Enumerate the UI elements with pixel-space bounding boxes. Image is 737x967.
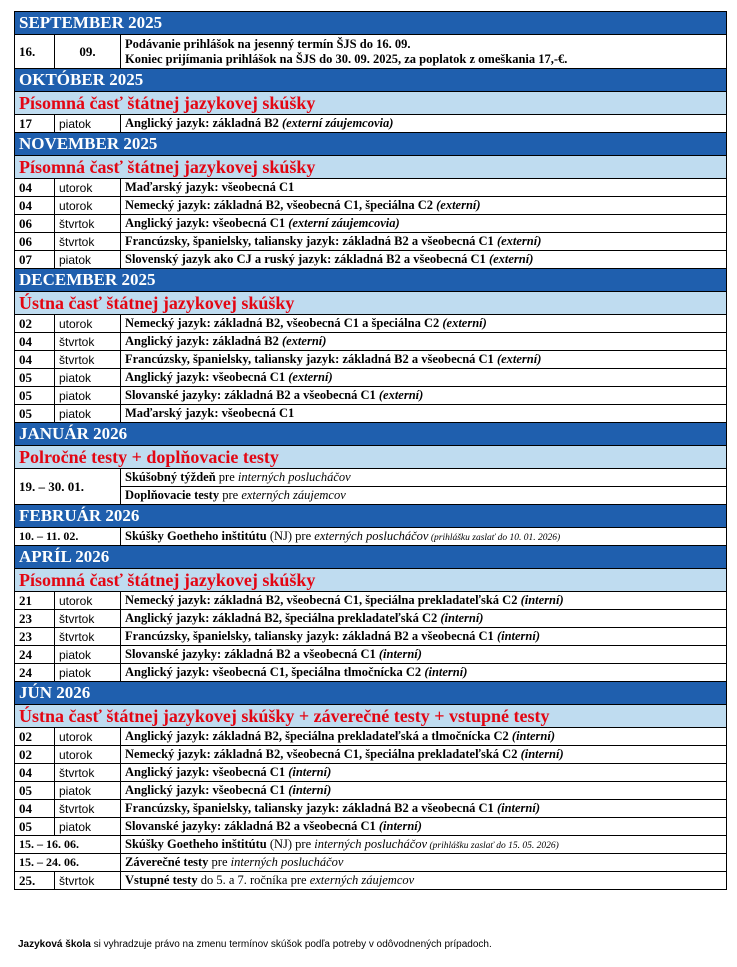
- table-row: [15, 115, 727, 133]
- exam-cell: [121, 610, 727, 628]
- weekday-cell: piatok: [55, 405, 121, 423]
- exam-note: (interní): [424, 665, 468, 679]
- weekday-cell: utorok: [55, 728, 121, 746]
- event-deadline: (prihlášku zaslať do 15. 05. 2026): [427, 841, 559, 851]
- exam-cell: [121, 115, 727, 133]
- footer-school-name: Jazyková škola: [18, 939, 91, 950]
- exam-cell: [121, 215, 727, 233]
- date-cell: 04: [15, 800, 55, 818]
- date-cell: 05: [15, 387, 55, 405]
- weekday-cell: štvrtok: [55, 351, 121, 369]
- footer-text: si vyhradzuje právo na zmenu termínov skúšok podľa potreby v odôvodnených prípadoch.: [90, 939, 492, 950]
- exam-cell: [121, 818, 727, 836]
- exam-note: (interní): [520, 593, 564, 607]
- exam-text: Nemecký jazyk: základná B2, všeobecná C1, špeciálna prekladateľská C2: [125, 747, 521, 761]
- month-header-jun: JÚN 2026: [15, 682, 727, 705]
- exam-note: (interní): [440, 611, 484, 625]
- exam-cell: [121, 315, 727, 333]
- table-row: [15, 818, 727, 836]
- event-title: Skúšobný týždeň: [125, 470, 216, 484]
- exam-text: Francúzsky, španielsky, taliansky jazyk: základná B2 a všeobecná C1: [125, 629, 497, 643]
- exam-text: Slovenský jazyk ako CJ a ruský jazyk: základná B2 a všeobecná C1: [125, 252, 489, 266]
- exam-text: Anglický jazyk: všeobecná C1: [125, 765, 289, 779]
- section-header: Ústna časť štátnej jazykovej skúšky: [15, 292, 727, 315]
- month-header-november: NOVEMBER 2025: [15, 133, 727, 156]
- event-audience: externých záujemcov: [241, 488, 346, 502]
- exam-text: Anglický jazyk: základná B2: [125, 116, 282, 130]
- event-cell: [121, 528, 727, 546]
- exam-note: (interní): [511, 729, 555, 743]
- date-cell: 09.: [55, 35, 121, 69]
- month-header-oktober: OKTÓBER 2025: [15, 69, 727, 92]
- date-cell: 02: [15, 746, 55, 764]
- exam-cell: [121, 728, 727, 746]
- exam-note: (externí): [442, 316, 487, 330]
- month-header-april: APRÍL 2026: [15, 546, 727, 569]
- weekday-cell: piatok: [55, 369, 121, 387]
- exam-note: (externí): [496, 234, 542, 248]
- date-cell: 04: [15, 197, 55, 215]
- section-header: Ústna časť štátnej jazykovej skúšky + záverečné testy + vstupné testy: [15, 705, 727, 728]
- exam-cell: [121, 592, 727, 610]
- date-cell: 02: [15, 315, 55, 333]
- exam-text: Francúzsky, španielsky, taliansky jazyk: základná B2 a všeobecná C1: [125, 801, 497, 815]
- exam-note: (interní): [520, 747, 564, 761]
- weekday-cell: utorok: [55, 179, 121, 197]
- exam-cell: [121, 800, 727, 818]
- weekday-cell: piatok: [55, 818, 121, 836]
- table-row: [15, 251, 727, 269]
- section-header: Písomná časť štátnej jazykovej skúšky: [15, 92, 727, 115]
- exam-cell: [121, 351, 727, 369]
- event-title: Doplňovacie testy: [125, 488, 220, 502]
- exam-text: Slovanské jazyky: základná B2 a všeobecná C1: [125, 819, 379, 833]
- exam-text: Slovanské jazyky: základná B2 a všeobecná C1: [125, 388, 379, 402]
- weekday-cell: štvrtok: [55, 764, 121, 782]
- exam-text: Anglický jazyk: základná B2, špeciálna prekladateľská C2: [125, 611, 441, 625]
- event-deadline: (prihlášku zaslať do 10. 01. 2026): [428, 533, 561, 543]
- event-connector: (NJ) pre: [266, 837, 315, 851]
- table-row: [15, 728, 727, 746]
- month-header-december: DECEMBER 2025: [15, 269, 727, 292]
- date-cell: 04: [15, 351, 55, 369]
- table-row: [15, 369, 727, 387]
- weekday-cell: štvrtok: [55, 610, 121, 628]
- date-cell: 07: [15, 251, 55, 269]
- exam-cell: [121, 646, 727, 664]
- exam-cell: [121, 233, 727, 251]
- exam-text: Anglický jazyk: všeobecná C1, špeciálna tlmočnícka C2: [125, 665, 425, 679]
- date-range-cell: 15. – 24. 06.: [15, 854, 121, 872]
- month-header-september: SEPTEMBER 2025: [15, 12, 727, 35]
- date-cell: 05: [15, 782, 55, 800]
- table-row: [15, 487, 727, 505]
- event-audience: interných poslucháčov: [314, 837, 428, 851]
- event-connector: pre: [219, 488, 242, 502]
- date-cell: 06: [15, 233, 55, 251]
- exam-text: Nemecký jazyk: základná B2, všeobecná C1, špeciálna prekladateľská C2: [125, 593, 521, 607]
- table-row: [15, 351, 727, 369]
- exam-note: (externí záujemcovia): [288, 216, 400, 230]
- date-cell: 04: [15, 764, 55, 782]
- event-cell: [121, 35, 727, 69]
- footer-note: [18, 939, 492, 950]
- exam-note: (externí): [288, 370, 333, 384]
- exam-cell: [121, 251, 727, 269]
- exam-text: Anglický jazyk: základná B2, špeciálna prekladateľská a tlmočnícka C2: [125, 729, 512, 743]
- weekday-cell: utorok: [55, 592, 121, 610]
- table-row: [15, 528, 727, 546]
- event-title: Vstupné testy: [125, 873, 198, 887]
- event-audience: interných poslucháčov: [237, 470, 351, 484]
- exam-cell: [121, 746, 727, 764]
- event-connector: pre: [215, 470, 238, 484]
- exam-cell: [121, 664, 727, 682]
- exam-text: Nemecký jazyk: základná B2, všeobecná C1 a špeciálna C2: [125, 316, 443, 330]
- exam-note: (externí): [488, 252, 534, 266]
- weekday-cell: štvrtok: [55, 628, 121, 646]
- date-cell: 25.: [15, 872, 55, 890]
- table-row: [15, 197, 727, 215]
- date-cell: 23: [15, 628, 55, 646]
- event-cell: [121, 836, 727, 854]
- date-cell: 05: [15, 369, 55, 387]
- date-cell: 04: [15, 179, 55, 197]
- table-row: [15, 646, 727, 664]
- weekday-cell: piatok: [55, 115, 121, 133]
- table-row: [15, 764, 727, 782]
- table-row: [15, 405, 727, 423]
- table-row: [15, 35, 727, 69]
- exam-note: (interní): [378, 819, 422, 833]
- table-row: [15, 782, 727, 800]
- exam-text: Anglický jazyk: základná B2: [125, 334, 282, 348]
- exam-note: (interní): [378, 647, 422, 661]
- event-cell: [121, 854, 727, 872]
- event-audience: interných poslucháčov: [230, 855, 344, 869]
- exam-text: Maďarský jazyk: všeobecná C1: [125, 180, 295, 194]
- table-row: [15, 746, 727, 764]
- exam-cell: [121, 369, 727, 387]
- exam-text: Maďarský jazyk: všeobecná C1: [125, 406, 295, 420]
- table-row: [15, 664, 727, 682]
- exam-note: (interní): [288, 765, 332, 779]
- date-cell: 02: [15, 728, 55, 746]
- date-range-cell: 15. – 16. 06.: [15, 836, 121, 854]
- weekday-cell: štvrtok: [55, 233, 121, 251]
- table-row: [15, 872, 727, 890]
- event-cell: [121, 487, 727, 505]
- table-row: [15, 333, 727, 351]
- weekday-cell: štvrtok: [55, 800, 121, 818]
- table-row: [15, 387, 727, 405]
- date-cell: 06: [15, 215, 55, 233]
- weekday-cell: utorok: [55, 315, 121, 333]
- exam-cell: [121, 628, 727, 646]
- table-row: [15, 179, 727, 197]
- event-audience: externých záujemcov: [309, 873, 415, 887]
- exam-text: Anglický jazyk: všeobecná C1: [125, 783, 289, 797]
- table-row: [15, 628, 727, 646]
- weekday-cell: piatok: [55, 782, 121, 800]
- exam-text: Nemecký jazyk: základná B2, všeobecná C1, špeciálna C2: [125, 198, 437, 212]
- date-cell: 16.: [15, 35, 55, 69]
- exam-note: (externí): [436, 198, 481, 212]
- table-row: [15, 836, 727, 854]
- exam-note: (externí): [496, 352, 542, 366]
- exam-note: (externí): [378, 388, 424, 402]
- event-connector: do 5. a 7. ročníka pre: [197, 873, 310, 887]
- date-cell: 24: [15, 646, 55, 664]
- section-header: Polročné testy + doplňovacie testy: [15, 446, 727, 469]
- weekday-cell: utorok: [55, 197, 121, 215]
- exam-text: Anglický jazyk: všeobecná C1: [125, 370, 289, 384]
- exam-cell: [121, 764, 727, 782]
- event-connector: (NJ) pre: [266, 529, 315, 543]
- exam-note: (externí): [281, 334, 327, 348]
- event-title: Skúšky Goetheho inštitútu: [125, 529, 267, 543]
- exam-note: (interní): [496, 801, 540, 815]
- table-row: [15, 233, 727, 251]
- exam-schedule-table: [14, 11, 727, 890]
- event-line: Koniec prijímania prihlášok na ŠJS do 30. 09. 2025, za poplatok z omeškania 17,-€.: [125, 51, 568, 66]
- weekday-cell: piatok: [55, 251, 121, 269]
- exam-cell: [121, 333, 727, 351]
- weekday-cell: piatok: [55, 646, 121, 664]
- date-cell: 05: [15, 405, 55, 423]
- table-row: [15, 854, 727, 872]
- date-range-cell: 10. – 11. 02.: [15, 528, 121, 546]
- exam-text: Slovanské jazyky: základná B2 a všeobecná C1: [125, 647, 379, 661]
- event-cell: [121, 469, 727, 487]
- date-cell: 23: [15, 610, 55, 628]
- date-cell: 24: [15, 664, 55, 682]
- event-cell: [121, 872, 727, 890]
- exam-cell: [121, 197, 727, 215]
- weekday-cell: štvrtok: [55, 872, 121, 890]
- event-title: Záverečné testy: [125, 855, 209, 869]
- weekday-cell: piatok: [55, 664, 121, 682]
- exam-cell: [121, 179, 727, 197]
- exam-text: Anglický jazyk: všeobecná C1: [125, 216, 289, 230]
- exam-text: Francúzsky, španielsky, taliansky jazyk: základná B2 a všeobecná C1: [125, 352, 497, 366]
- exam-cell: [121, 782, 727, 800]
- table-row: [15, 215, 727, 233]
- table-row: [15, 469, 727, 487]
- exam-cell: [121, 405, 727, 423]
- exam-note: (externí záujemcovia): [281, 116, 394, 130]
- date-cell: 05: [15, 818, 55, 836]
- weekday-cell: piatok: [55, 387, 121, 405]
- date-cell: 17: [15, 115, 55, 133]
- table-row: [15, 592, 727, 610]
- date-cell: 21: [15, 592, 55, 610]
- section-header: Písomná časť štátnej jazykovej skúšky: [15, 569, 727, 592]
- section-header: Písomná časť štátnej jazykovej skúšky: [15, 156, 727, 179]
- event-audience: externých poslucháčov: [314, 529, 429, 543]
- weekday-cell: štvrtok: [55, 215, 121, 233]
- table-row: [15, 315, 727, 333]
- table-row: [15, 610, 727, 628]
- weekday-cell: utorok: [55, 746, 121, 764]
- exam-cell: [121, 387, 727, 405]
- exam-note: (interní): [496, 629, 540, 643]
- exam-text: Francúzsky, španielsky, taliansky jazyk: základná B2 a všeobecná C1: [125, 234, 497, 248]
- month-header-januar: JANUÁR 2026: [15, 423, 727, 446]
- weekday-cell: štvrtok: [55, 333, 121, 351]
- event-connector: pre: [208, 855, 231, 869]
- exam-note: (interní): [288, 783, 332, 797]
- date-range-cell: 19. – 30. 01.: [15, 469, 121, 505]
- month-header-februar: FEBRUÁR 2026: [15, 505, 727, 528]
- date-cell: 04: [15, 333, 55, 351]
- event-line: Podávanie prihlášok na jesenný termín ŠJS do 16. 09.: [125, 36, 411, 51]
- event-title: Skúšky Goetheho inštitútu: [125, 837, 267, 851]
- table-row: [15, 800, 727, 818]
